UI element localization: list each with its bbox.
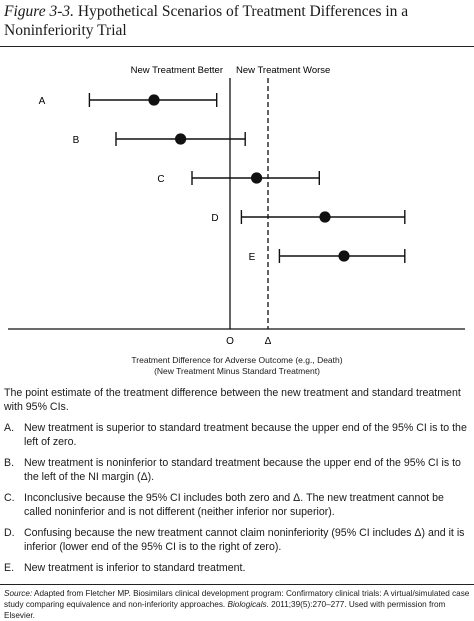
note-text: New treatment is superior to standard treatment because the upper end of the 95% CI is to the left of zero.	[24, 422, 467, 448]
scenario-b	[73, 132, 246, 146]
note-item-b	[4, 456, 472, 484]
header-new-treatment-worse: New Treatment Worse	[236, 65, 331, 76]
point-estimate	[251, 172, 262, 183]
note-text: Inconclusive because the 95% CI includes both zero and Δ. The new treatment cannot be called noninferior and is not different (neither inferior nor superior).	[24, 492, 444, 518]
source-text: Adapted from Fletcher MP. Biosimilars clinical development program: Confirmatory clinical trials: A virtual/simulated case study comparing equivalence and non-inferiority approaches.	[4, 589, 470, 609]
x-axis-caption	[0, 355, 474, 377]
margin-tick-label: Δ	[264, 336, 272, 347]
x-axis-label-line1: Treatment Difference for Adverse Outcome (e.g., Death)	[131, 355, 343, 365]
scenario-label: E	[248, 252, 256, 263]
source-citation: 2011;39(5):270–277. Used with permission from Elsevier.	[4, 600, 446, 620]
note-letter: A.	[4, 422, 15, 434]
note-text: New treatment is noninferior to standard treatment because the upper end of the 95% CI is to the left of the NI margin (Δ).	[24, 457, 461, 483]
scenario-c	[157, 171, 319, 185]
zero-tick-label: O	[226, 336, 234, 347]
note-letter: D.	[4, 527, 15, 539]
note-item-d	[4, 526, 472, 554]
note-text: New treatment is inferior to standard treatment.	[24, 562, 246, 574]
scenario-label: C	[157, 174, 165, 185]
source-label: Source:	[4, 589, 33, 598]
scenario-label: B	[72, 135, 80, 146]
point-estimate	[338, 250, 349, 261]
scenario-label: A	[38, 96, 46, 107]
forest-plot	[0, 52, 474, 352]
note-text: Confusing because the new treatment cannot claim noninferiority (95% CI includes Δ) and it is inferior (lower end of the 95% CI is to the right of zero).	[24, 527, 465, 553]
figure-title-text: Hypothetical Scenarios of Treatment Differences in a Noninferiority Trial	[4, 3, 409, 39]
point-estimate	[148, 94, 159, 105]
notes-lead: The point estimate of the treatment difference between the new treatment and standard treatment with 95% CIs.	[4, 387, 461, 413]
scenario-rows	[39, 93, 405, 263]
figure-title	[4, 2, 470, 40]
source-rule	[0, 584, 474, 585]
note-letter: C.	[4, 492, 15, 504]
note-item-a	[4, 421, 472, 449]
source-journal: Biologicals.	[227, 600, 269, 609]
title-rule	[0, 46, 474, 47]
point-estimate	[175, 133, 186, 144]
note-letter: E.	[4, 562, 15, 574]
figure-notes	[4, 386, 472, 582]
note-item-e	[4, 561, 472, 575]
scenario-a	[39, 93, 217, 107]
point-estimate	[319, 211, 330, 222]
header-new-treatment-better: New Treatment Better	[130, 65, 223, 76]
note-item-c	[4, 491, 472, 519]
figure-label: Figure 3-3.	[4, 3, 75, 20]
scenario-e	[249, 249, 405, 263]
scenario-label: D	[211, 213, 219, 224]
x-axis-label-line2: (New Treatment Minus Standard Treatment)	[154, 366, 320, 376]
scenario-d	[211, 210, 404, 224]
source-note	[4, 588, 472, 621]
note-letter: B.	[4, 457, 15, 469]
